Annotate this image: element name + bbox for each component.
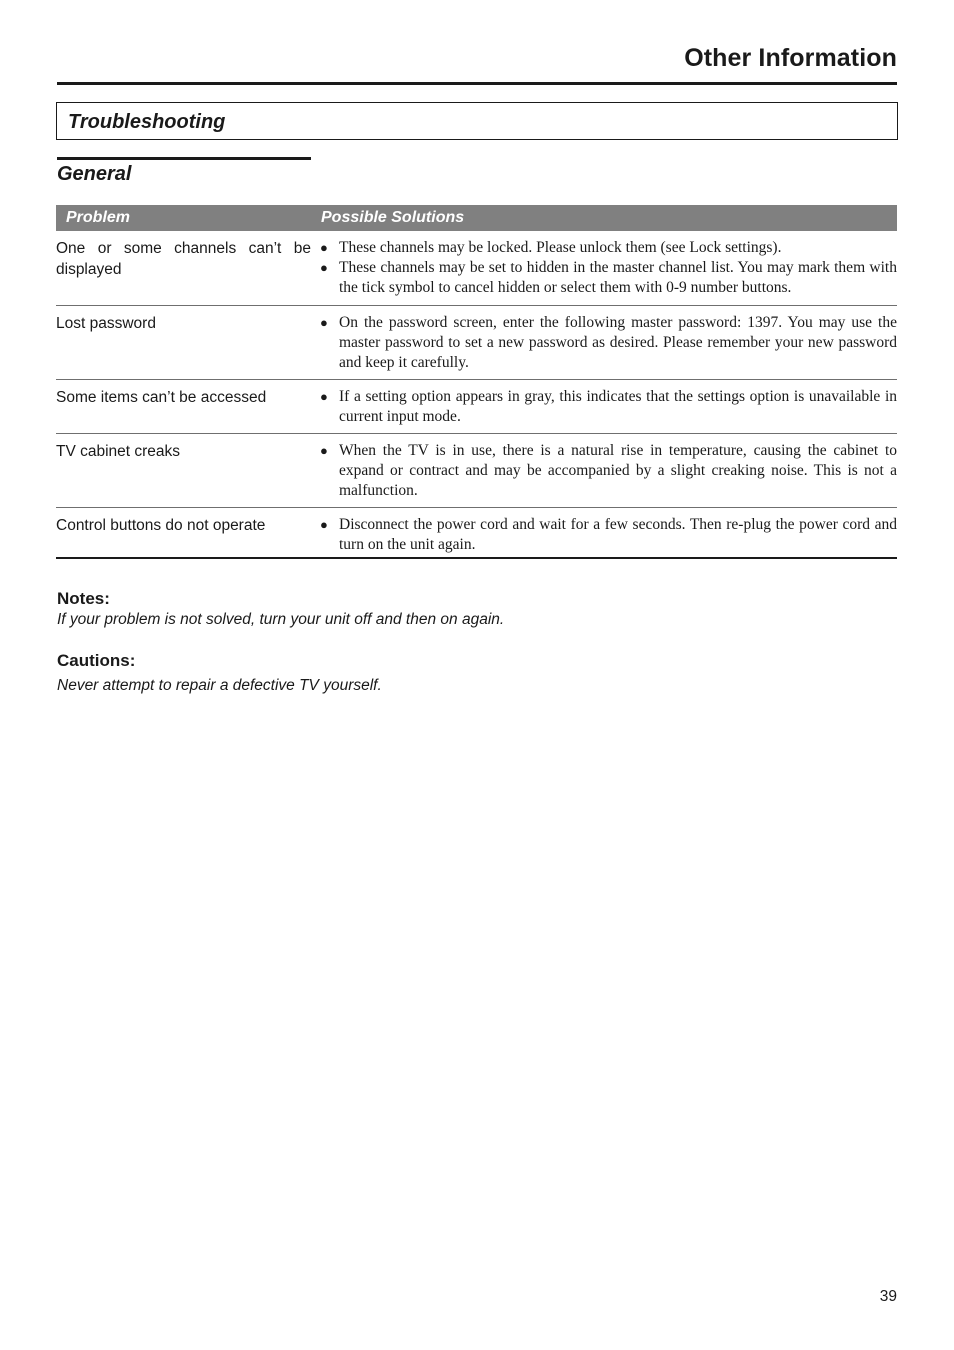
solution-item — [320, 515, 897, 555]
solutions-cell — [320, 441, 897, 501]
notes-text: If your problem is not solved, turn your unit off and then on again. — [57, 611, 505, 628]
solution-item — [320, 387, 897, 427]
table-row — [56, 380, 897, 434]
bullet-icon: ● — [320, 517, 328, 532]
solution-text: If a setting option appears in gray, this indicates that the settings option is unavailable in current input mode. — [339, 388, 897, 425]
cautions-heading: Cautions: — [57, 651, 136, 670]
solution-text: When the TV is in use, there is a natural rise in temperature, causing the cabinet to expand or contract and may be accompanied by a slight creaking noise. This is not a malfunction. — [339, 442, 897, 499]
solutions-cell — [320, 387, 897, 427]
solution-text: These channels may be set to hidden in the master channel list. You may mark them with the tick symbol to cancel hidden or select them with 0-9 number buttons. — [339, 259, 897, 296]
problem-cell: Lost password — [56, 315, 156, 332]
solution-text: On the password screen, enter the following master password: 1397. You may use the master password to set a new password as desired. Please remember your new password and keep it carefully. — [339, 314, 897, 371]
page-title: Other Information — [684, 44, 897, 72]
bullet-icon: ● — [320, 240, 328, 255]
solution-text: These channels may be locked. Please unlock them (see Lock settings). — [339, 239, 782, 256]
solution-item — [320, 441, 897, 501]
troubleshooting-table — [56, 205, 897, 559]
column-header-solutions: Possible Solutions — [321, 209, 465, 226]
bullet-icon: ● — [320, 260, 328, 275]
page-header — [57, 42, 897, 85]
table-row — [56, 231, 897, 306]
bullet-icon: ● — [320, 315, 328, 330]
section-title-box — [56, 102, 898, 140]
problem-cell: Control buttons do not operate — [56, 517, 266, 534]
problem-cell: Some items can’t be accessed — [56, 389, 267, 406]
solutions-cell — [320, 238, 897, 298]
solutions-cell — [320, 515, 897, 555]
bullet-icon: ● — [320, 443, 328, 458]
solution-item — [320, 258, 897, 298]
table-header — [56, 205, 897, 231]
solution-item — [320, 313, 897, 373]
table-row — [56, 508, 897, 559]
problem-cell: One or some channels can’t be displayed — [56, 240, 311, 278]
table-row — [56, 434, 897, 508]
solution-text: Disconnect the power cord and wait for a few seconds. Then re-plug the power cord and turn on the unit again. — [339, 516, 897, 553]
notes-heading: Notes: — [57, 589, 110, 608]
solutions-cell — [320, 313, 897, 373]
table-row — [56, 306, 897, 380]
solution-item — [320, 238, 897, 258]
section-title: Troubleshooting — [68, 111, 226, 133]
subsection-title: General — [57, 163, 132, 185]
subsection-rule — [57, 157, 311, 160]
column-header-problem: Problem — [66, 209, 131, 226]
page-number: 39 — [879, 1288, 897, 1305]
cautions-text: Never attempt to repair a defective TV yourself. — [57, 677, 382, 694]
problem-cell: TV cabinet creaks — [56, 443, 181, 460]
bullet-icon: ● — [320, 389, 328, 404]
